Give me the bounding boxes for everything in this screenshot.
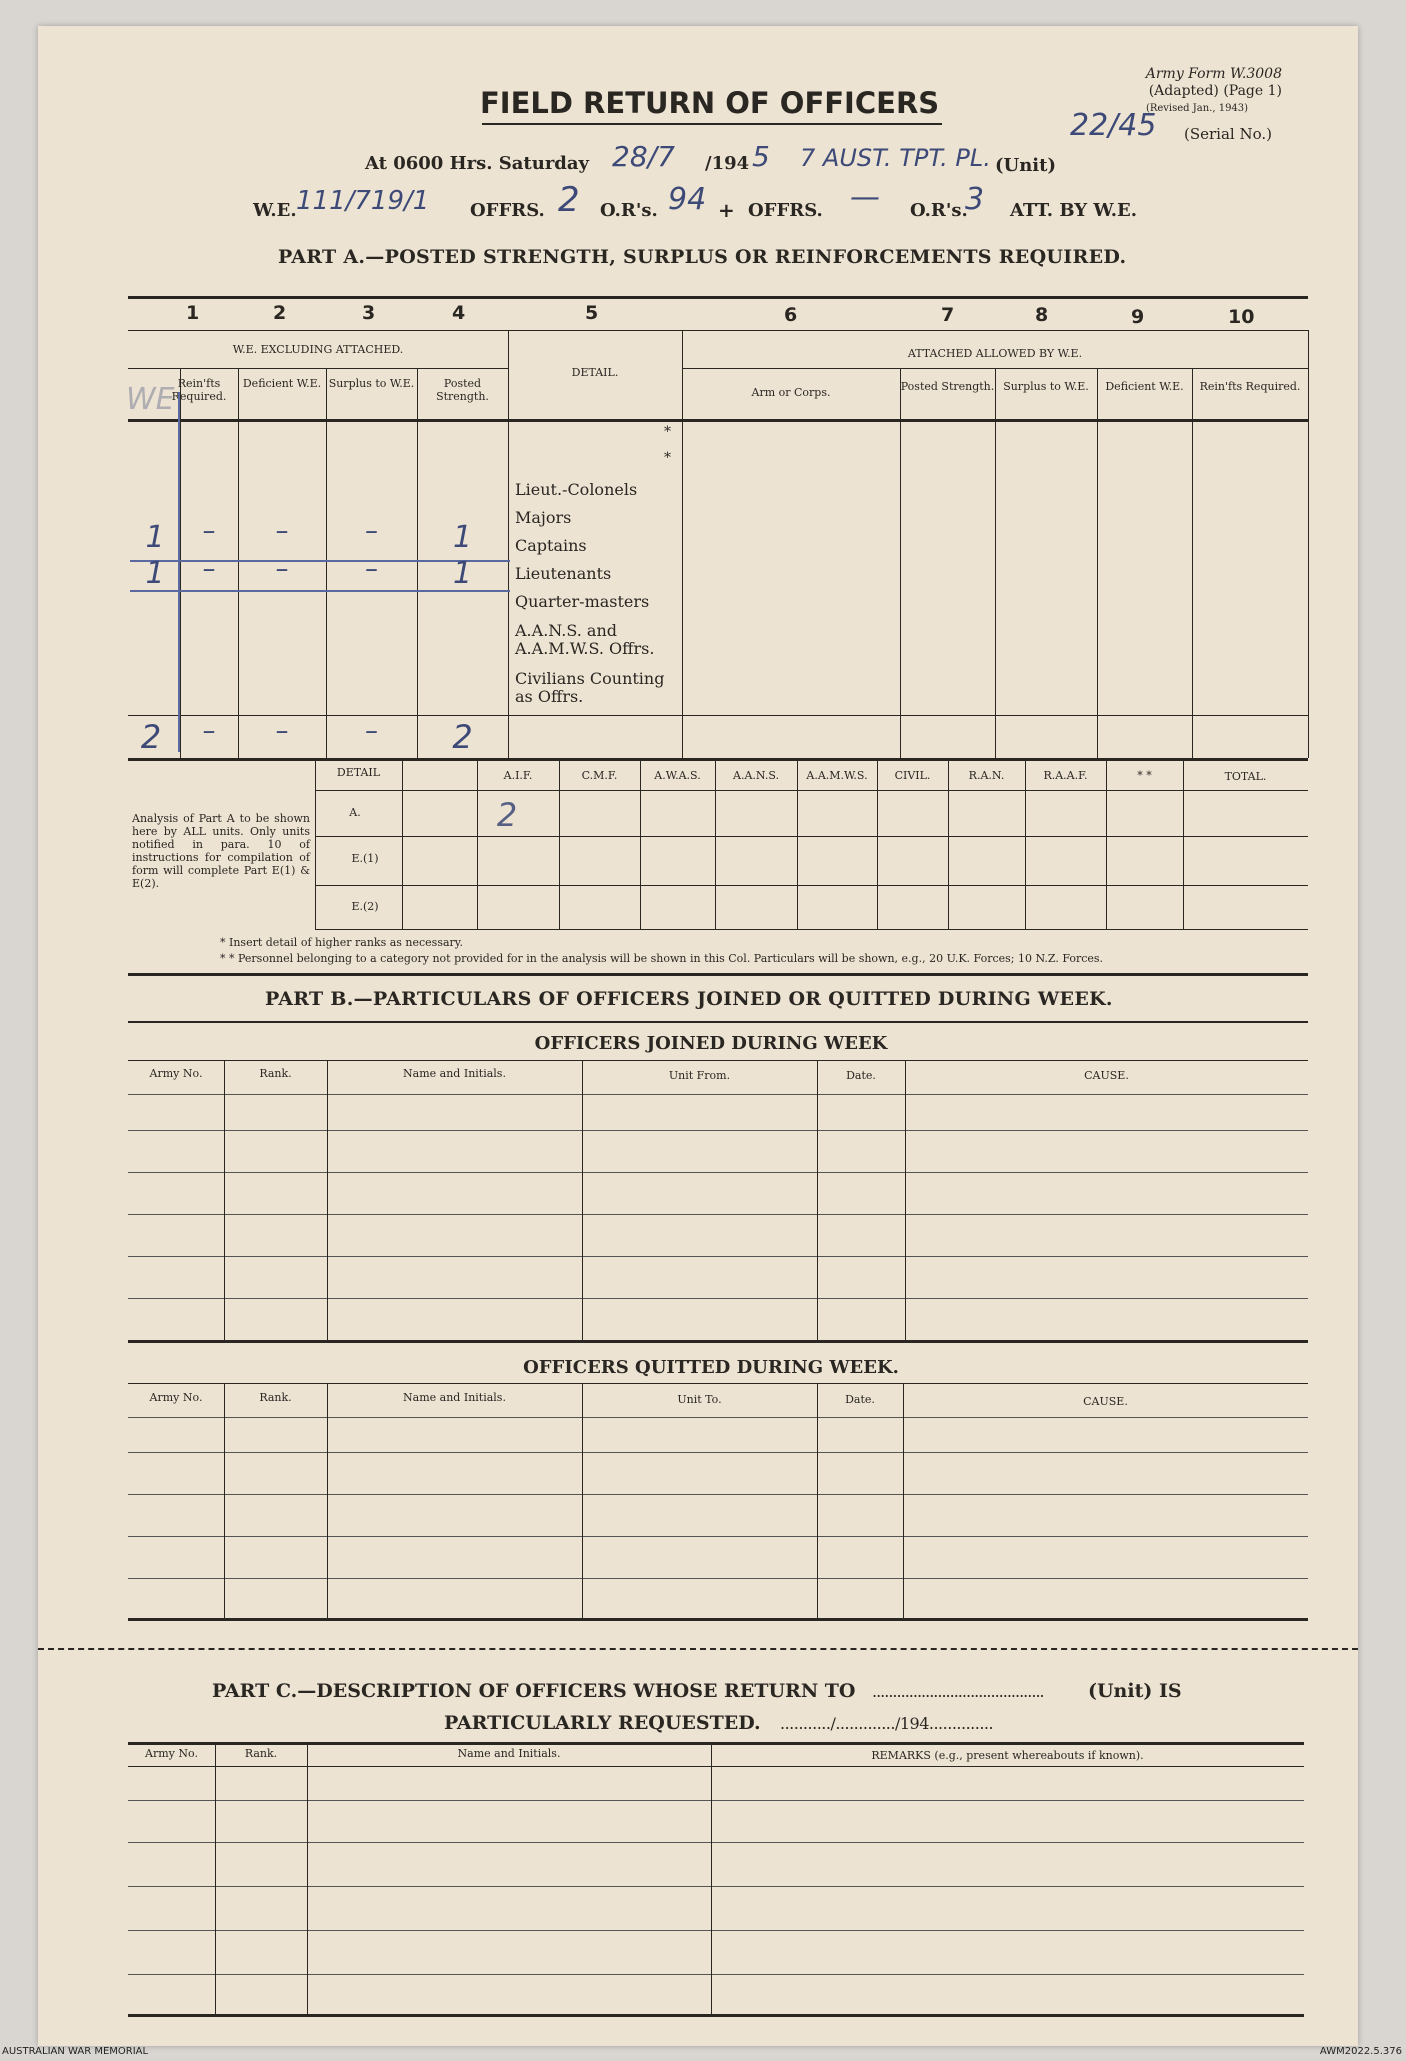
- at-line-prefix: At 0600 Hrs. Saturday: [365, 153, 590, 174]
- joined-title: OFFICERS JOINED DURING WEEK: [534, 1033, 888, 1054]
- total-deficient: –: [202, 716, 216, 746]
- page-title: FIELD RETURN OF OFFICERS: [480, 86, 940, 120]
- header-reinfts-att: Rein'fts Required.: [1199, 380, 1301, 393]
- group-header-left: W.E. EXCLUDING ATTACHED.: [232, 343, 404, 356]
- joined-header-cause: CAUSE.: [1084, 1069, 1129, 1082]
- att-by-we-label: ATT. BY W.E.: [1010, 200, 1138, 221]
- analysis-header-aamws: A.A.M.W.S.: [806, 769, 868, 782]
- analysis-row-e2: E.(2): [351, 900, 379, 913]
- we-label: W.E.: [253, 200, 297, 221]
- header-surplus-to-we: Surplus to W.E.: [328, 377, 415, 390]
- part-c-unit-blank: ..........................................: [872, 1682, 1044, 1701]
- column-number: 1: [186, 302, 200, 324]
- offrs-field: 2: [558, 180, 580, 220]
- ors2-label: O.R's.: [910, 200, 968, 221]
- analysis-header-ran: R.A.N.: [968, 769, 1005, 782]
- serial-label: (Serial No.): [1184, 125, 1272, 143]
- lieutenants-surplus: –: [275, 554, 289, 584]
- column-number: 6: [784, 304, 798, 326]
- captains-surplus-we: –: [365, 516, 378, 546]
- footnote-1: * Insert detail of higher ranks as necessary.: [220, 936, 464, 949]
- part-c-subtitle: PARTICULARLY REQUESTED.: [444, 1712, 761, 1734]
- quitted-header-rank: Rank.: [259, 1391, 292, 1404]
- analysis-header-civil: CIVIL.: [894, 769, 931, 782]
- joined-header-date: Date.: [846, 1069, 876, 1082]
- part-c-date-blank: .........../............./194..............: [780, 1714, 994, 1733]
- analysis-header-total: TOTAL.: [1224, 770, 1267, 783]
- header-deficient-we: Deficient W.E.: [242, 377, 322, 390]
- analysis-header-aif: A.I.F.: [503, 769, 533, 782]
- form-revised: (Revised Jan., 1943): [1145, 103, 1249, 114]
- analysis-header-raaf: R.A.A.F.: [1043, 769, 1088, 782]
- quitted-header-army-no: Army No.: [149, 1391, 203, 1404]
- footer-source: AUSTRALIAN WAR MEMORIAL: [2, 2046, 149, 2057]
- total-reinfts: 2: [140, 718, 162, 756]
- title-underline: [482, 123, 942, 125]
- footer-accession-number: AWM2022.5.376: [1319, 2046, 1402, 2057]
- unit-name-field: 7 AUST. TPT. PL.: [800, 144, 991, 172]
- plus-sign: +: [718, 198, 735, 222]
- analysis-note: Analysis of Part A to be shown here by ALL units. Only units notified in para. 10 of instructions for compilation of form will complete Part E(1) & E(2).: [132, 812, 310, 890]
- column-number: 9: [1131, 306, 1145, 328]
- rank-captains: Captains: [515, 536, 587, 555]
- lieutenants-deficient: –: [202, 554, 216, 584]
- margin-note-we: WE: [126, 382, 175, 417]
- column-number: 2: [273, 302, 287, 324]
- unit-label: (Unit): [995, 155, 1056, 176]
- group-header-right: ATTACHED ALLOWED BY W.E.: [907, 347, 1083, 360]
- analysis-row-a: A.: [349, 806, 361, 819]
- captains-surplus: –: [275, 516, 289, 546]
- analysis-row-e1: E.(1): [351, 852, 379, 865]
- captains-deficient: –: [202, 516, 216, 546]
- we-number-field: 111/719/1: [296, 186, 430, 216]
- header-surplus-att: Surplus to W.E.: [1003, 380, 1089, 393]
- lieutenants-reinfts: 1: [145, 556, 165, 591]
- header-reinfts-required: Rein'fts Required.: [171, 377, 227, 403]
- aif-a-value: 2: [496, 796, 518, 834]
- offrs-label: OFFRS.: [470, 200, 545, 221]
- rank-lieut-colonels: Lieut.-Colonels: [515, 480, 638, 499]
- serial-number: 22/45: [1070, 108, 1157, 143]
- offrs2-field: —: [850, 180, 880, 215]
- part-c-title: PART C.—DESCRIPTION OF OFFICERS WHOSE RETURN TO: [212, 1680, 856, 1702]
- higher-rank-marker: *: [664, 424, 671, 440]
- joined-header-rank: Rank.: [259, 1067, 292, 1080]
- joined-header-unit-from: Unit From.: [668, 1069, 731, 1082]
- rank-lieutenants: Lieutenants: [515, 564, 612, 583]
- return-date-field: 28/7: [612, 140, 675, 173]
- form-adapted: (Adapted) (Page 1): [1148, 83, 1282, 99]
- part-c-header-army-no: Army No.: [145, 1747, 198, 1760]
- joined-header-army-no: Army No.: [149, 1067, 203, 1080]
- total-surplus: –: [275, 716, 289, 746]
- header-arm-or-corps: Arm or Corps.: [751, 386, 831, 399]
- total-surplus-we: –: [365, 716, 378, 746]
- header-posted-strength: Posted Strength.: [436, 377, 489, 403]
- column-number: 3: [362, 302, 376, 324]
- quitted-header-name: Name and Initials.: [403, 1391, 506, 1404]
- offrs2-label: OFFRS.: [748, 200, 823, 221]
- lieutenants-surplus-we: –: [365, 554, 378, 584]
- part-c-header-rank: Rank.: [244, 1747, 278, 1760]
- analysis-header-awas: A.W.A.S.: [654, 769, 701, 782]
- captains-posted: 1: [452, 520, 473, 555]
- analysis-header-detail: DETAIL: [336, 766, 381, 779]
- analysis-header-cmf: C.M.F.: [581, 769, 618, 782]
- part-c-header-name: Name and Initials.: [457, 1747, 561, 1760]
- quitted-title: OFFICERS QUITTED DURING WEEK.: [523, 1357, 899, 1378]
- ors2-field: 3: [965, 182, 985, 217]
- column-number: 5: [585, 302, 599, 324]
- rank-civilians: Civilians Counting as Offrs.: [515, 669, 665, 706]
- year-printed: /194: [705, 153, 750, 174]
- part-c-header-remarks: REMARKS (e.g., present whereabouts if known).: [871, 1749, 1144, 1762]
- higher-rank-marker: *: [664, 450, 671, 466]
- part-b-title: PART B.—PARTICULARS OF OFFICERS JOINED OR QUITTED DURING WEEK.: [265, 988, 1113, 1010]
- joined-header-name: Name and Initials.: [403, 1067, 506, 1080]
- rank-aans-aamws: A.A.N.S. and A.A.M.W.S. Offrs.: [515, 621, 655, 658]
- detail-header: DETAIL.: [571, 366, 619, 379]
- header-deficient-att: Deficient W.E.: [1105, 380, 1184, 393]
- part-a-title: PART A.—POSTED STRENGTH, SURPLUS OR REINFORCEMENTS REQUIRED.: [278, 246, 1127, 268]
- column-number: 7: [941, 304, 955, 326]
- captains-reinfts: 1: [145, 520, 165, 555]
- tear-off-line: [38, 1648, 1358, 1650]
- column-number: 10: [1228, 306, 1255, 328]
- year-digit-field: 5: [752, 140, 770, 173]
- header-posted-strength-att: Posted Strength.: [900, 380, 995, 393]
- total-posted: 2: [452, 718, 473, 756]
- lieutenants-posted: 1: [452, 556, 473, 591]
- quitted-header-date: Date.: [845, 1393, 875, 1406]
- part-c-unit-label: (Unit) IS: [1088, 1680, 1182, 1702]
- column-number: 8: [1035, 304, 1049, 326]
- footnote-2: * * Personnel belonging to a category not provided for in the analysis will be shown in this Col. Particulars will be shown, e.g., 20 U.K. Forces; 10 N.Z. Forces.: [220, 952, 1104, 965]
- rank-majors: Majors: [515, 508, 572, 527]
- analysis-header-aans: A.A.N.S.: [733, 769, 779, 782]
- column-number: 4: [452, 302, 466, 324]
- ors-field: 94: [668, 182, 707, 217]
- ors-label: O.R's.: [600, 200, 658, 221]
- analysis-header-other: * *: [1137, 769, 1152, 782]
- quitted-header-unit-to: Unit To.: [677, 1393, 722, 1406]
- form-number: Army Form W.3008: [1145, 66, 1282, 82]
- rank-quarter-masters: Quarter-masters: [515, 592, 650, 611]
- quitted-header-cause: CAUSE.: [1083, 1395, 1128, 1408]
